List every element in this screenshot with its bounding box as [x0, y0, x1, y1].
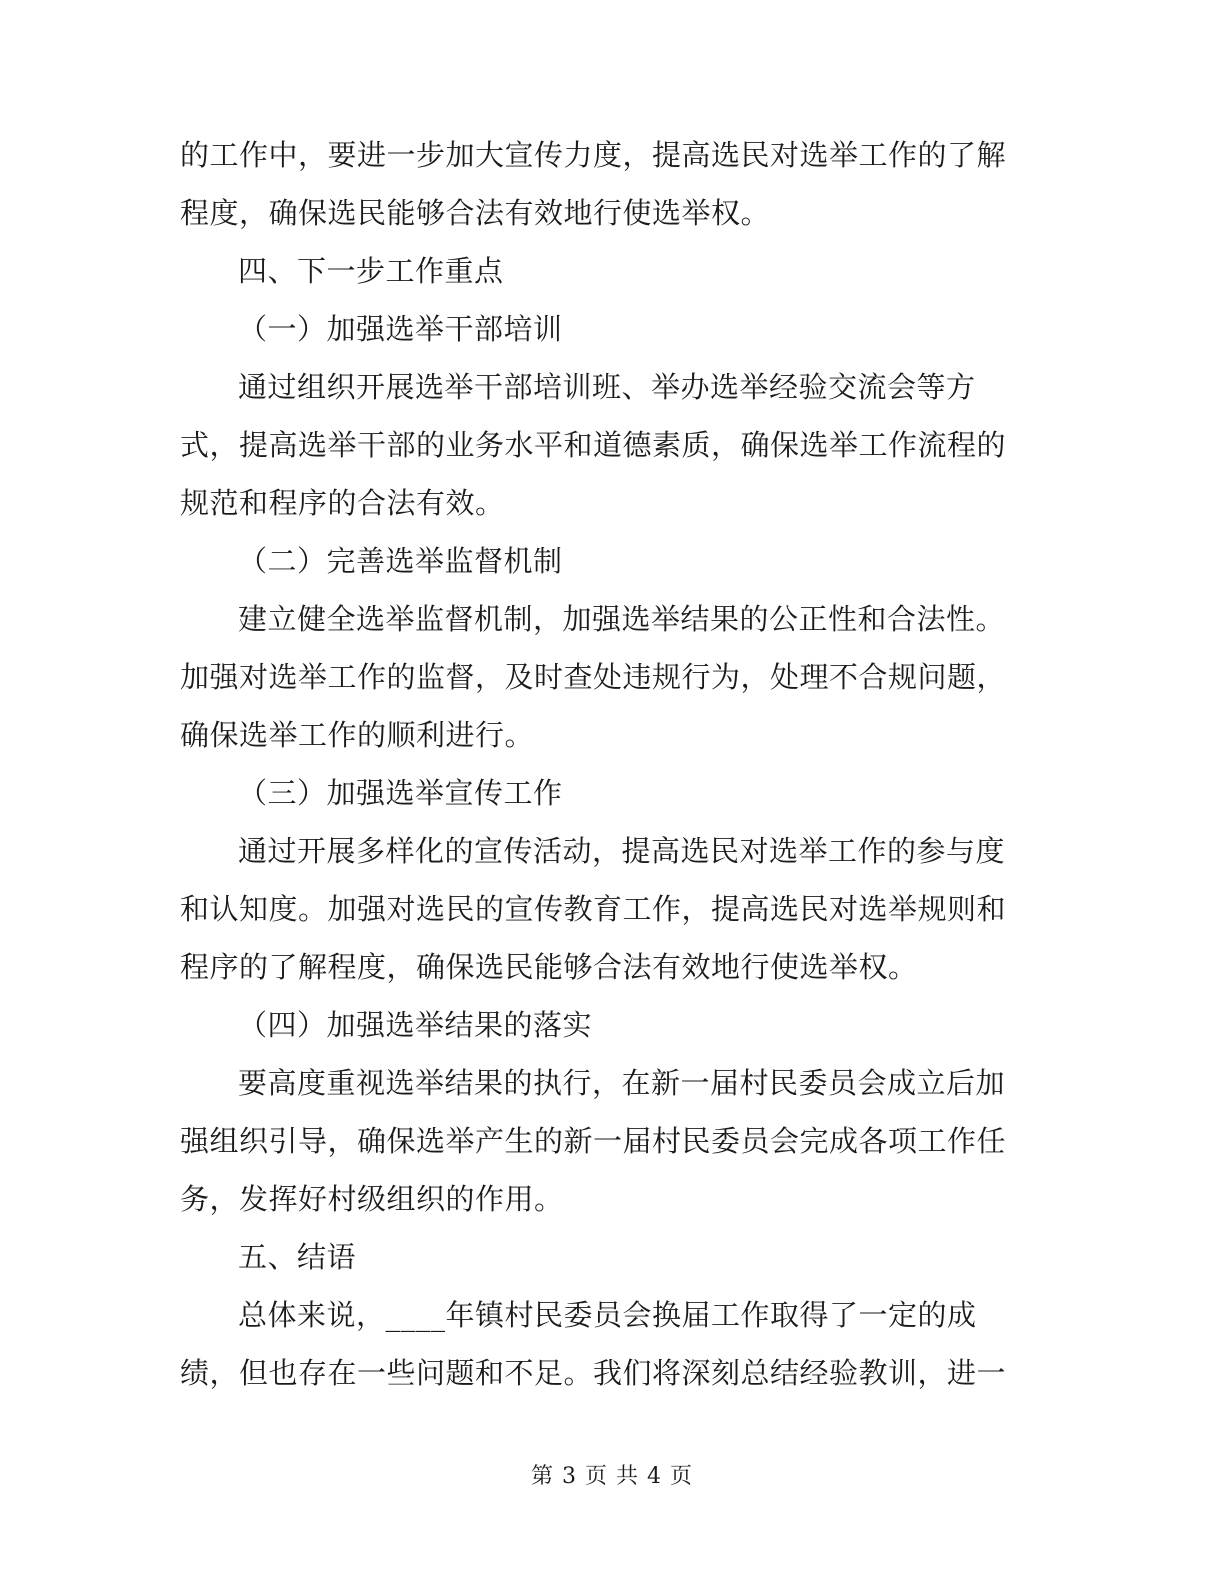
section-heading: 五、结语 [238, 1240, 357, 1274]
text-line: 的工作中，要进一步加大宣传力度，提高选民对选举工作的了解 [180, 138, 1007, 172]
text-line: 通过开展多样化的宣传活动，提高选民对选举工作的参与度 [238, 834, 1006, 868]
text-line: 通过组织开展选举干部培训班、举办选举经验交流会等方 [238, 370, 976, 404]
text-line: 总体来说，____年镇村民委员会换届工作取得了一定的成 [238, 1298, 977, 1332]
text-line: 绩，但也存在一些问题和不足。我们将深刻总结经验教训，进一 [180, 1356, 1007, 1390]
subsection-heading: （三）加强选举宣传工作 [238, 776, 563, 810]
section-heading: 四、下一步工作重点 [238, 254, 504, 288]
text-line: 式，提高选举干部的业务水平和道德素质，确保选举工作流程的 [180, 428, 1007, 462]
text-line: 加强对选举工作的监督，及时查处违规行为，处理不合规问题， [180, 660, 1007, 694]
text-line: 规范和程序的合法有效。 [180, 486, 505, 520]
subsection-heading: （一）加强选举干部培训 [238, 312, 563, 346]
text-line: 建立健全选举监督机制，加强选举结果的公正性和合法性。 [238, 602, 1006, 636]
document-body [180, 126, 1020, 1402]
text-line: 和认知度。加强对选民的宣传教育工作，提高选民对选举规则和 [180, 892, 1007, 926]
page-footer: 第 3 页 共 4 页 [531, 1464, 693, 1489]
text-line: 确保选举工作的顺利进行。 [180, 718, 535, 752]
text-line: 务，发挥好村级组织的作用。 [180, 1182, 564, 1216]
text-line: 程度，确保选民能够合法有效地行使选举权。 [180, 196, 771, 230]
subsection-heading: （二）完善选举监督机制 [238, 544, 563, 578]
subsection-heading: （四）加强选举结果的落实 [238, 1008, 593, 1042]
text-line: 强组织引导，确保选举产生的新一届村民委员会完成各项工作任 [180, 1124, 1007, 1158]
text-line: 程序的了解程度，确保选民能够合法有效地行使选举权。 [180, 950, 918, 984]
text-line: 要高度重视选举结果的执行，在新一届村民委员会成立后加 [238, 1066, 1006, 1100]
